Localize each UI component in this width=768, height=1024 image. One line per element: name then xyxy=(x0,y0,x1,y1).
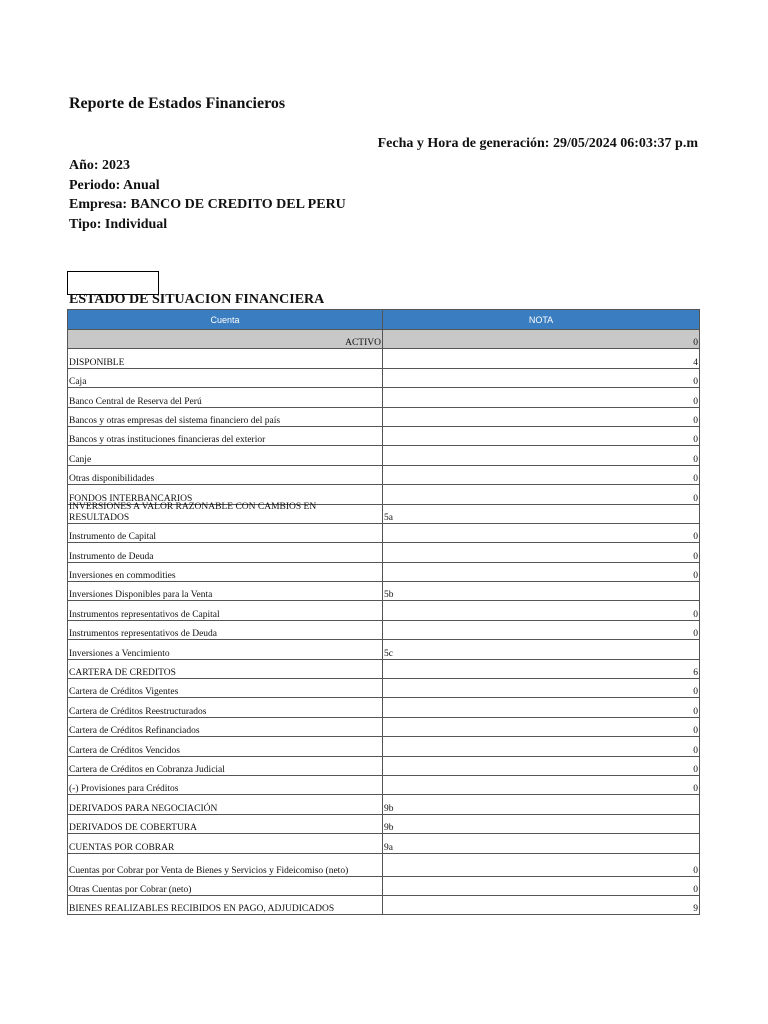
cuenta-cell: Cartera de Créditos Reestructurados xyxy=(68,698,383,717)
year-label: Año: 2023 xyxy=(69,158,131,173)
cuenta-cell: Cartera de Créditos Refinanciados xyxy=(68,717,383,736)
table-row xyxy=(68,795,700,814)
cuenta-cell: Inversiones en commodities xyxy=(68,562,383,581)
table-row xyxy=(68,349,700,368)
cuenta-line-2: RESULTADOS xyxy=(69,512,130,523)
cuenta-cell: Otras disponibilidades xyxy=(68,465,383,484)
nota-cell: 0 xyxy=(383,446,700,465)
nota-cell: 0 xyxy=(383,717,700,736)
cuenta-cell: Cuentas por Cobrar por Venta de Bienes y Servicios y Fideicomiso (neto) xyxy=(68,853,383,876)
table-header-row xyxy=(68,310,700,330)
nota-cell: 0 xyxy=(383,523,700,542)
activo-value: 0 xyxy=(383,330,700,349)
cuenta-cell: DISPONIBLE xyxy=(68,349,383,368)
nota-cell: 0 xyxy=(383,601,700,620)
nota-cell: 9a xyxy=(383,834,700,853)
generation-timestamp: Fecha y Hora de generación: 29/05/2024 06:03:37 p.m xyxy=(377,136,698,151)
nota-cell: 5b xyxy=(383,582,700,601)
nota-cell: 0 xyxy=(383,562,700,581)
table-row xyxy=(68,426,700,445)
cuenta-cell: Inversiones a Vencimiento xyxy=(68,640,383,659)
nota-cell: 9b xyxy=(383,814,700,833)
table-row xyxy=(68,523,700,542)
financial-statement-table xyxy=(67,309,700,915)
table-row xyxy=(68,834,700,853)
section-title: ESTADO DE SITUACION FINANCIERA xyxy=(69,292,325,307)
table-row xyxy=(68,388,700,407)
table-row xyxy=(68,775,700,794)
cuenta-cell: Otras Cuentas por Cobrar (neto) xyxy=(68,876,383,895)
table-row xyxy=(68,368,700,387)
table-row xyxy=(68,717,700,736)
nota-cell: 0 xyxy=(383,698,700,717)
table-row xyxy=(68,407,700,426)
nota-cell: 0 xyxy=(383,543,700,562)
table-row xyxy=(68,446,700,465)
cuenta-cell: FONDOS INTERBANCARIOS xyxy=(68,485,383,504)
nota-cell: 0 xyxy=(383,679,700,698)
nota-cell: 0 xyxy=(383,620,700,639)
cuenta-cell: Bancos y otras empresas del sistema financiero del país xyxy=(68,407,383,426)
cuenta-cell: Canje xyxy=(68,446,383,465)
cuenta-cell: Cartera de Créditos Vigentes xyxy=(68,679,383,698)
report-metadata xyxy=(69,156,346,234)
table-row xyxy=(68,582,700,601)
nota-cell: 5c xyxy=(383,640,700,659)
table-row xyxy=(68,601,700,620)
nota-cell: 9b xyxy=(383,795,700,814)
nota-cell: 6 xyxy=(383,659,700,678)
table-row xyxy=(68,679,700,698)
cuenta-cell: BIENES REALIZABLES RECIBIDOS EN PAGO, ADJUDICADOS xyxy=(68,895,383,914)
cuenta-cell: Bancos y otras instituciones financieras del exterior xyxy=(68,426,383,445)
cuenta-cell: Inversiones Disponibles para la Venta xyxy=(68,582,383,601)
nota-cell: 0 xyxy=(383,756,700,775)
nota-cell: 9 xyxy=(383,895,700,914)
nota-cell: 0 xyxy=(383,853,700,876)
column-header-nota: NOTA xyxy=(383,310,700,330)
table-row xyxy=(68,853,700,876)
table-row xyxy=(68,504,700,523)
table-row xyxy=(68,814,700,833)
nota-cell: 0 xyxy=(383,407,700,426)
nota-cell: 0 xyxy=(383,465,700,484)
period-label: Periodo: Anual xyxy=(69,177,160,193)
cuenta-cell: CUENTAS POR COBRAR xyxy=(68,834,383,853)
nota-cell: 0 xyxy=(383,388,700,407)
table-row xyxy=(68,659,700,678)
cuenta-cell: Banco Central de Reserva del Perú xyxy=(68,388,383,407)
cuenta-cell: Caja xyxy=(68,368,383,387)
nota-cell: 0 xyxy=(383,737,700,756)
nota-cell: 0 xyxy=(383,368,700,387)
activo-row xyxy=(68,330,700,349)
table-row xyxy=(68,895,700,914)
column-header-cuenta: Cuenta xyxy=(68,310,383,330)
nota-cell: 0 xyxy=(383,426,700,445)
table-row xyxy=(68,640,700,659)
company-label: Empresa: BANCO DE CREDITO DEL PERU xyxy=(69,197,346,212)
table-row xyxy=(68,698,700,717)
cuenta-cell: DERIVADOS PARA NEGOCIACIÓN xyxy=(68,795,383,814)
cuenta-cell: Instrumento de Capital xyxy=(68,523,383,542)
nota-cell: 0 xyxy=(383,485,700,504)
nota-cell: 0 xyxy=(383,775,700,794)
table-row xyxy=(68,562,700,581)
cuenta-cell: CARTERA DE CREDITOS xyxy=(68,659,383,678)
cuenta-cell: Cartera de Créditos en Cobranza Judicial xyxy=(68,756,383,775)
nota-cell: 0 xyxy=(383,876,700,895)
cuenta-cell: Cartera de Créditos Vencidos xyxy=(68,737,383,756)
report-title: Reporte de Estados Financieros xyxy=(69,95,286,112)
type-label: Tipo: Individual xyxy=(69,216,168,232)
cuenta-cell: Instrumento de Deuda xyxy=(68,543,383,562)
activo-label: ACTIVO xyxy=(68,330,383,349)
table-row xyxy=(68,737,700,756)
table-row xyxy=(68,465,700,484)
cuenta-cell xyxy=(68,501,383,523)
table-row xyxy=(68,756,700,775)
nota-cell: 4 xyxy=(383,349,700,368)
cuenta-cell: Instrumentos representativos de Capital xyxy=(68,601,383,620)
table-row xyxy=(68,543,700,562)
cuenta-cell: (-) Provisiones para Créditos xyxy=(68,775,383,794)
nota-cell: 5a xyxy=(383,504,700,523)
cuenta-cell: DERIVADOS DE COBERTURA xyxy=(68,814,383,833)
cuenta-line-1: INVERSIONES A VALOR RAZONABLE CON CAMBIOS EN xyxy=(69,501,317,512)
table-row xyxy=(68,876,700,895)
cuenta-cell: Instrumentos representativos de Deuda xyxy=(68,620,383,639)
table-row xyxy=(68,620,700,639)
